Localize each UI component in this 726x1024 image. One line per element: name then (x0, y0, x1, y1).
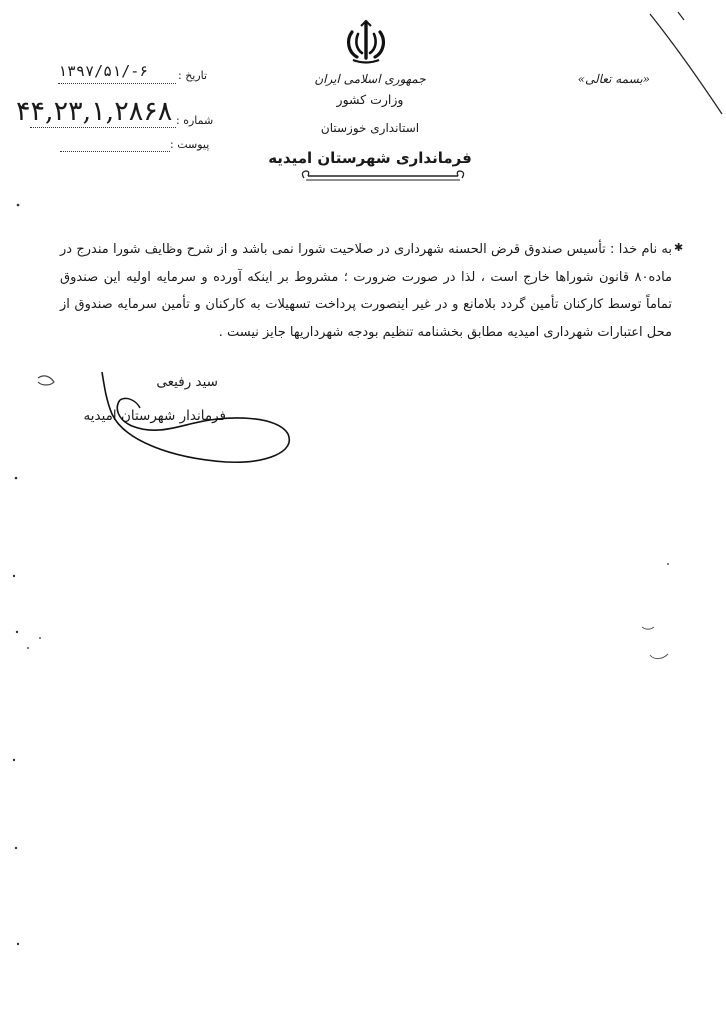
republic-heading: جمهوری اسلامی ایران (314, 72, 426, 86)
attachment-label: پیوست : (170, 138, 210, 151)
signatory-name: سید رفیعی (156, 374, 218, 390)
number-label: شماره : (176, 114, 214, 127)
number-value: ۴۴,۲۳,۱,۲۸۶۸ (16, 96, 173, 127)
city-office-heading: فرمانداری شهرستان امیدیه (268, 149, 472, 167)
asterisk-icon: ✱ (674, 241, 684, 254)
ministry-heading: وزارت کشور (336, 92, 404, 107)
letter-body: به نام خدا : تأسیس صندوق قرض الحسنه شهرداری در صلاحیت شورا نمی باشد و از شرح وظایف شورا مندرج در ماده۸۰ قانون شوراها خارج است ، لذا در صورت ضرورت ؛ مشروط بر اینکه آورده و سرمایه اولیه این صندوق تماماً توسط کارکنان تأمین گردد بلامانع و در غیر اینصورت پرداخت تسهیلات به کارکنان و تأمین سرمایه صندوق از محل اعتبارات شهرداری امیدیه مطابق بخشنامه تنظیم بودجه شهرداریها جایز نیست . (60, 242, 672, 340)
blessing-text: «بسمه تعالی» (577, 72, 650, 86)
signatory-title: فرماندار شهرستان امیدیه (83, 408, 226, 424)
date-label: تاریخ : (178, 69, 208, 82)
province-office-heading: استانداری خوزستان (320, 121, 420, 135)
date-value: ۱۳۹۷/۵۱/-۶ (58, 62, 149, 80)
